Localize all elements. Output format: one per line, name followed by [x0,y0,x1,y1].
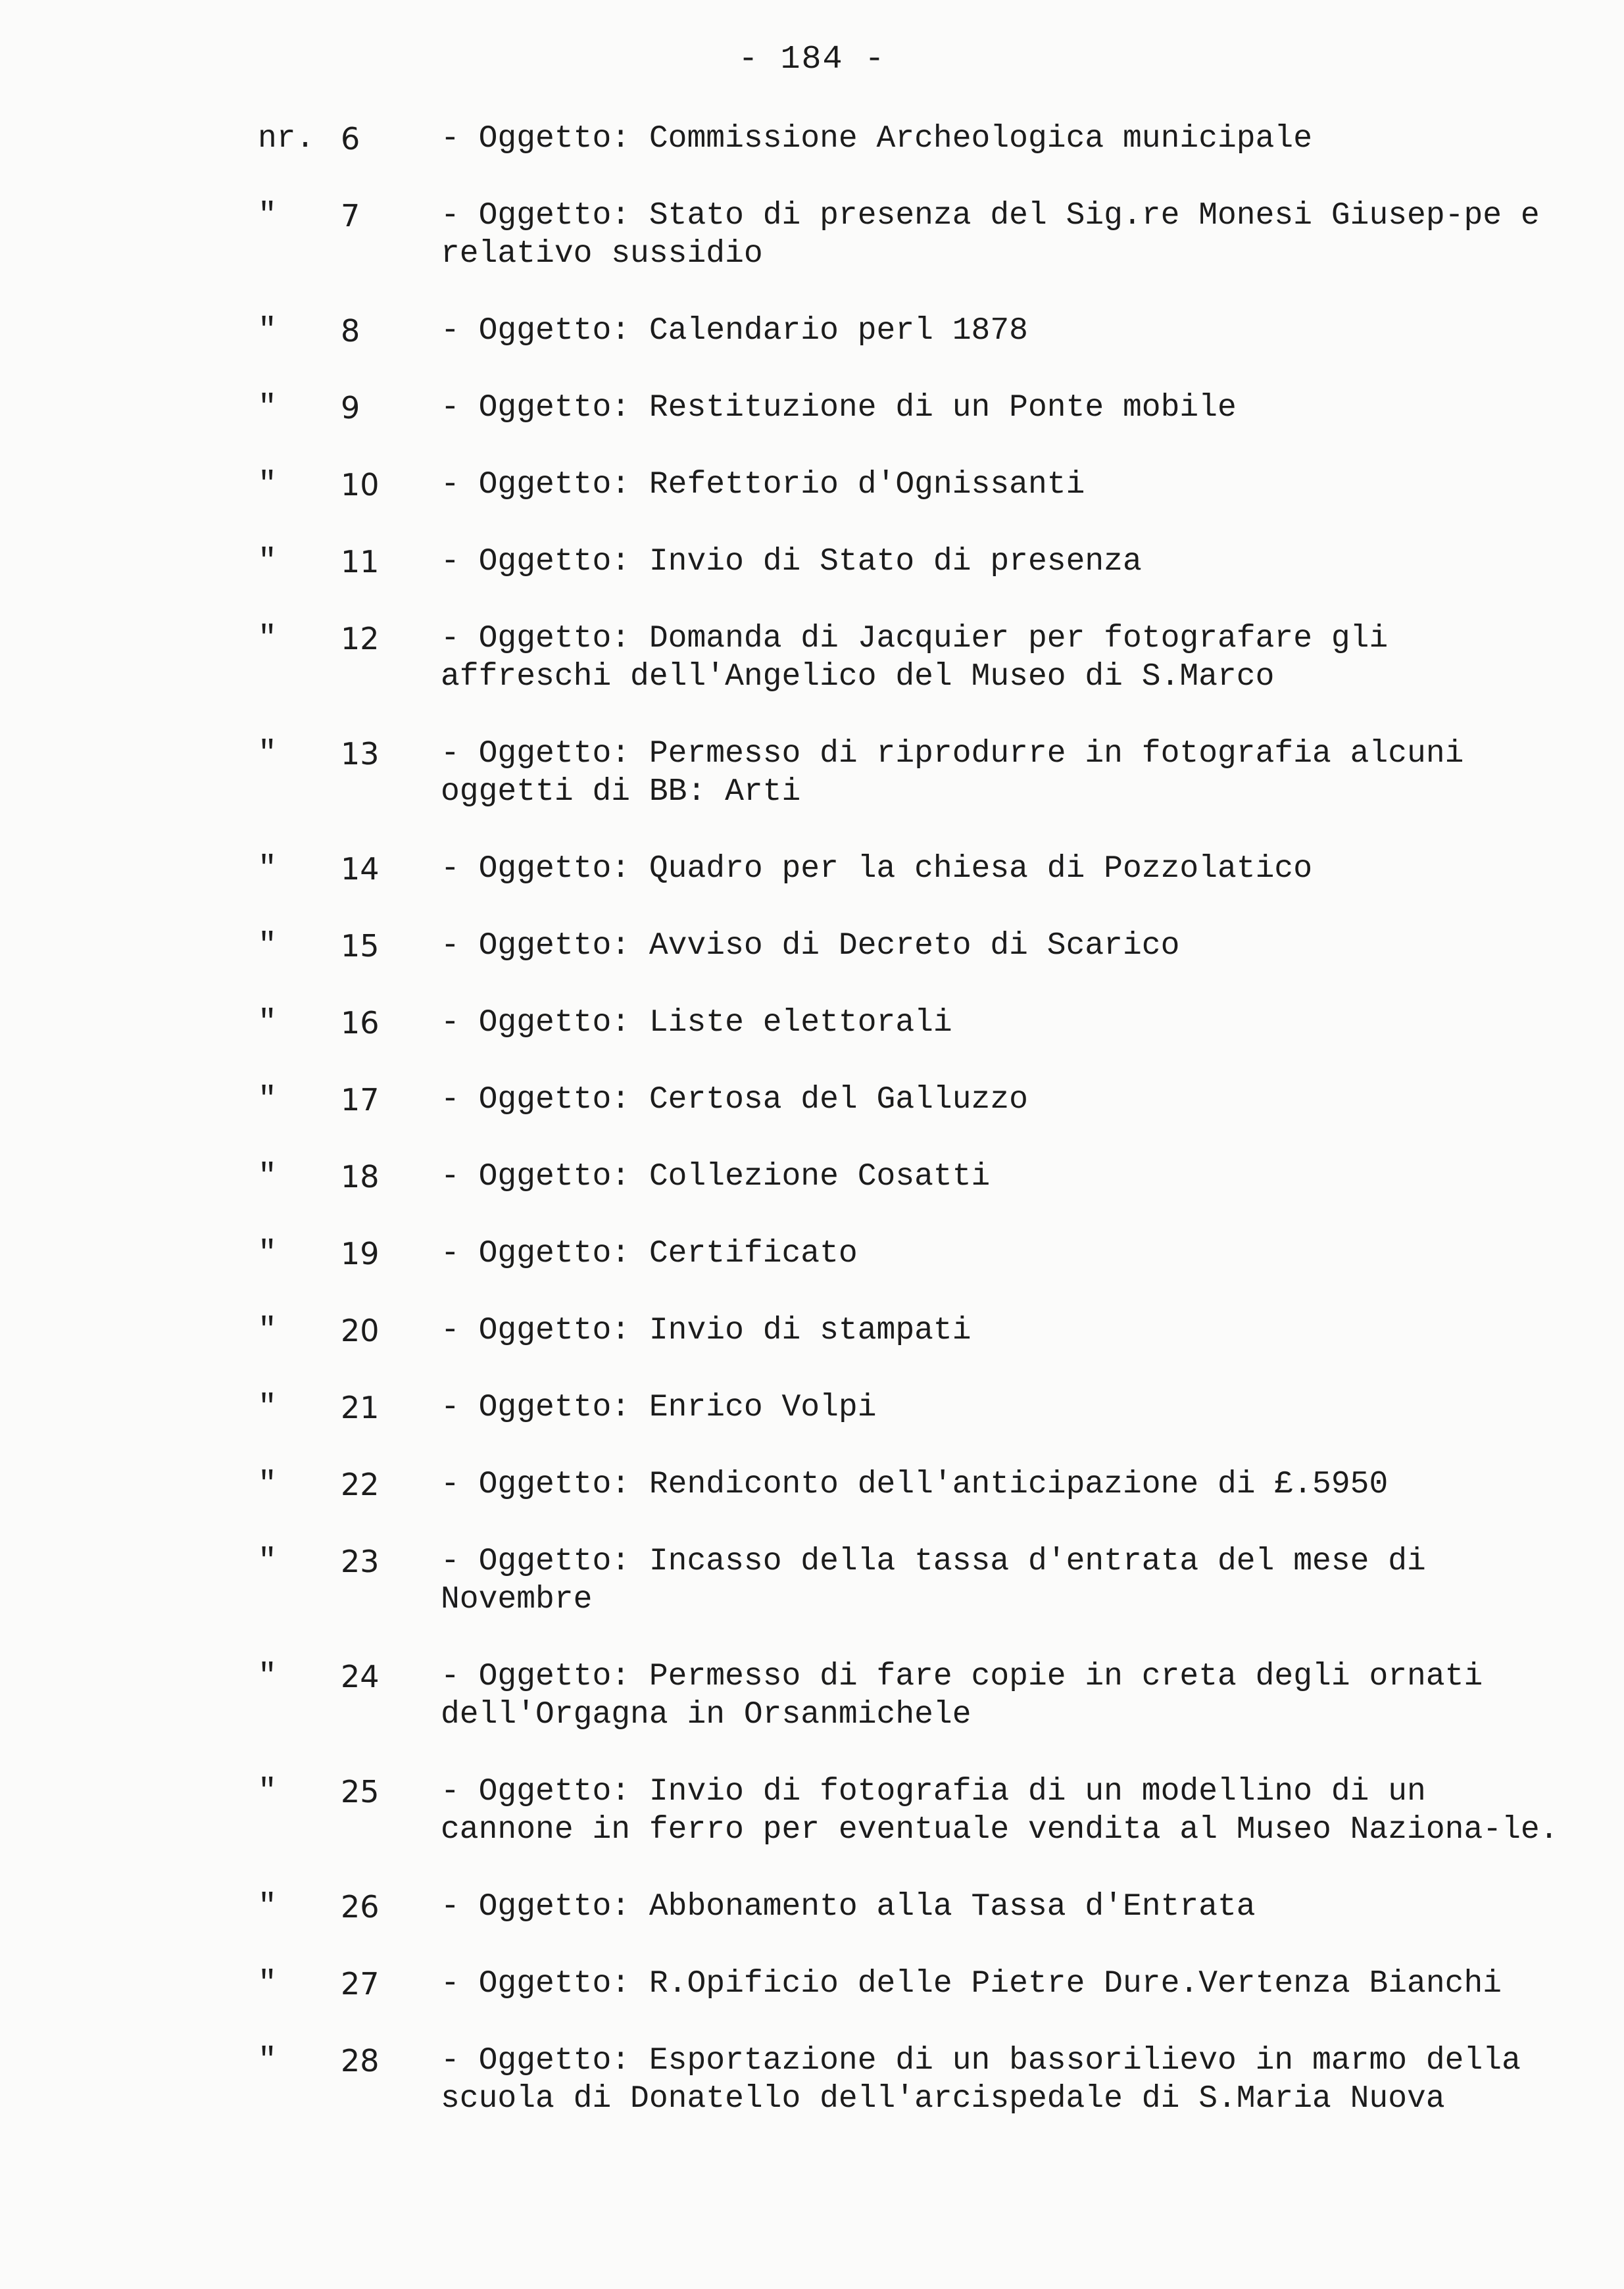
entry-dash: - [441,1889,479,1925]
entry-label: Oggetto: [478,544,649,579]
entry-body [441,1658,1559,1734]
entry-dash: - [441,851,479,887]
entry-number: 27 [341,1966,380,2002]
entry-body [441,389,1559,427]
entry-dash: - [441,467,479,503]
entry-label: Oggetto: [478,198,649,234]
entry-prefix: " [258,736,277,772]
entry-body [441,312,1559,350]
entry-label: Oggetto: [478,1313,649,1348]
entry-23 [258,1542,1573,1619]
entry-13 [258,735,1573,811]
entry-dash: - [441,1082,479,1118]
entry-11 [258,543,1573,581]
entry-body [441,1542,1559,1619]
entry-dash: - [441,1774,479,1809]
entry-prefix: " [258,467,277,503]
entry-dash: - [441,198,479,234]
entry-dash: - [441,313,479,349]
entry-body [441,120,1559,158]
entry-number: 20 [341,1313,380,1348]
entry-26 [258,1888,1573,1926]
entry-prefix: nr. [258,121,315,157]
entry-number: 23 [341,1544,380,1579]
entry-text: Permesso di fare copie in creta degli ornati dell'Orgagna in Orsanmichele [441,1659,1483,1733]
entry-number: 24 [341,1659,380,1694]
entry-text: Quadro per la chiesa di Pozzolatico [649,851,1313,887]
entry-dash: - [441,1313,479,1348]
entry-text: Calendario perl 1878 [649,313,1028,349]
entry-prefix: " [258,1966,277,2002]
entry-number: 25 [341,1774,380,1809]
entry-prefix: " [258,1544,277,1579]
entry-dash: - [441,736,479,772]
entry-label: Oggetto: [478,313,649,349]
entry-7 [258,197,1573,273]
entry-prefix: " [258,928,277,964]
entry-22 [258,1465,1573,1504]
entry-dash: - [441,121,479,157]
entry-prefix: " [258,1889,277,1925]
entry-6 [258,120,1573,158]
entry-body [441,1389,1559,1427]
entry-prefix: " [258,544,277,579]
entry-27 [258,1965,1573,2003]
entry-number: 19 [341,1236,380,1271]
entry-label: Oggetto: [478,736,649,772]
entry-body [441,1158,1559,1196]
entry-label: Oggetto: [478,1659,649,1694]
entry-20 [258,1312,1573,1350]
entry-prefix: " [258,1005,277,1041]
entry-label: Oggetto: [478,1159,649,1194]
entry-text: Certificato [649,1236,858,1271]
entry-label: Oggetto: [478,2043,649,2079]
entry-text: Invio di stampati [649,1313,972,1348]
entry-number: 6 [341,121,360,157]
entry-body [441,850,1559,888]
entry-number: 15 [341,928,380,964]
entry-prefix: " [258,1236,277,1271]
entry-label: Oggetto: [478,1544,649,1579]
entry-dash: - [441,1005,479,1041]
entry-label: Oggetto: [478,1082,649,1118]
entry-dash: - [441,1659,479,1694]
entry-text: Avviso di Decreto di Scarico [649,928,1180,964]
entry-text: Abbonamento alla Tassa d'Entrata [649,1889,1256,1925]
entry-body [441,1773,1559,1849]
entry-text: Refettorio d'Ognissanti [649,467,1085,503]
entry-label: Oggetto: [478,1467,649,1502]
entry-number: 10 [341,467,380,503]
entry-21 [258,1389,1573,1427]
entry-body [441,1235,1559,1273]
entry-18 [258,1158,1573,1196]
entry-prefix: " [258,1659,277,1694]
entry-text: Collezione Cosatti [649,1159,991,1194]
entry-body [441,1465,1559,1504]
entry-body [441,1312,1559,1350]
entry-text: Invio di Stato di presenza [649,544,1142,579]
entry-10 [258,466,1573,504]
entry-text: Esportazione di un bassorilievo in marmo della scuola di Donatello dell'arcispedale di S.Maria Nuova [441,2043,1521,2117]
entry-label: Oggetto: [478,1005,649,1041]
entry-dash: - [441,1390,479,1425]
entry-label: Oggetto: [478,1966,649,2002]
entry-dash: - [441,621,479,656]
entry-prefix: " [258,198,277,234]
entry-label: Oggetto: [478,851,649,887]
entry-number: 17 [341,1082,380,1118]
entry-body [441,2042,1559,2118]
entry-text: Commissione Archeologica municipale [649,121,1313,157]
entry-prefix: " [258,2043,277,2079]
entry-25 [258,1773,1573,1849]
page-number: - 184 - [738,41,886,78]
entry-label: Oggetto: [478,1774,649,1809]
entry-body [441,620,1559,696]
entry-16 [258,1004,1573,1042]
entry-dash: - [441,1966,479,2002]
entry-text: Incasso della tassa d'entrata del mese di Novembre [441,1544,1426,1617]
entry-number: 9 [341,390,360,426]
entry-17 [258,1081,1573,1119]
entry-28 [258,2042,1573,2118]
entry-text: Enrico Volpi [649,1390,877,1425]
entry-dash: - [441,1467,479,1502]
entry-number: 26 [341,1889,380,1925]
entry-19 [258,1235,1573,1273]
entry-body [441,1888,1559,1926]
entry-dash: - [441,544,479,579]
entry-text: Invio di fotografia di un modellino di un cannone in ferro per eventuale vendita al Museo Naziona-le. [441,1774,1559,1848]
entry-label: Oggetto: [478,1390,649,1425]
entry-number: 22 [341,1467,380,1502]
entry-dash: - [441,928,479,964]
entry-prefix: " [258,390,277,426]
entry-label: Oggetto: [478,121,649,157]
entry-label: Oggetto: [478,467,649,503]
entry-body [441,466,1559,504]
entry-prefix: " [258,1159,277,1194]
entry-number: 12 [341,621,380,656]
entry-prefix: " [258,1390,277,1425]
entry-number: 11 [341,544,380,579]
entry-label: Oggetto: [478,928,649,964]
entry-number: 13 [341,736,380,772]
entry-number: 7 [341,198,360,234]
entry-8 [258,312,1573,350]
entry-label: Oggetto: [478,390,649,426]
entry-label: Oggetto: [478,1889,649,1925]
entry-number: 21 [341,1390,380,1425]
entry-text: Certosa del Galluzzo [649,1082,1028,1118]
entry-label: Oggetto: [478,1236,649,1271]
entry-prefix: " [258,1313,277,1348]
entry-number: 28 [341,2043,380,2079]
entry-text: Domanda di Jacquier per fotografare gli affreschi dell'Angelico del Museo di S.Marco [441,621,1389,695]
entry-prefix: " [258,1082,277,1118]
entry-body [441,735,1559,811]
entry-label: Oggetto: [478,621,649,656]
entry-dash: - [441,1236,479,1271]
entry-body [441,197,1559,273]
entry-list [258,120,1573,2157]
entry-prefix: " [258,313,277,349]
entry-body [441,1965,1559,2003]
entry-body [441,1004,1559,1042]
entry-dash: - [441,390,479,426]
entry-text: Permesso di riprodurre in fotografia alcuni oggetti di BB: Arti [441,736,1464,810]
entry-15 [258,927,1573,965]
entry-text: Liste elettorali [649,1005,952,1041]
entry-body [441,543,1559,581]
entry-prefix: " [258,1467,277,1502]
entry-text: R.Opificio delle Pietre Dure.Vertenza Bianchi [649,1966,1502,2002]
entry-number: 14 [341,851,380,887]
entry-prefix: " [258,1774,277,1809]
entry-12 [258,620,1573,696]
entry-body [441,927,1559,965]
entry-text: Stato di presenza del Sig.re Monesi Giusep-pe e relativo sussidio [441,198,1540,272]
entry-14 [258,850,1573,888]
entry-9 [258,389,1573,427]
entry-text: Restituzione di un Ponte mobile [649,390,1237,426]
entry-text: Rendiconto dell'anticipazione di £.5950 [649,1467,1389,1502]
entry-dash: - [441,2043,479,2079]
entry-number: 18 [341,1159,380,1194]
entry-dash: - [441,1159,479,1194]
entry-prefix: " [258,851,277,887]
entry-body [441,1081,1559,1119]
entry-dash: - [441,1544,479,1579]
entry-24 [258,1658,1573,1734]
entry-number: 8 [341,313,360,349]
entry-number: 16 [341,1005,380,1041]
entry-prefix: " [258,621,277,656]
